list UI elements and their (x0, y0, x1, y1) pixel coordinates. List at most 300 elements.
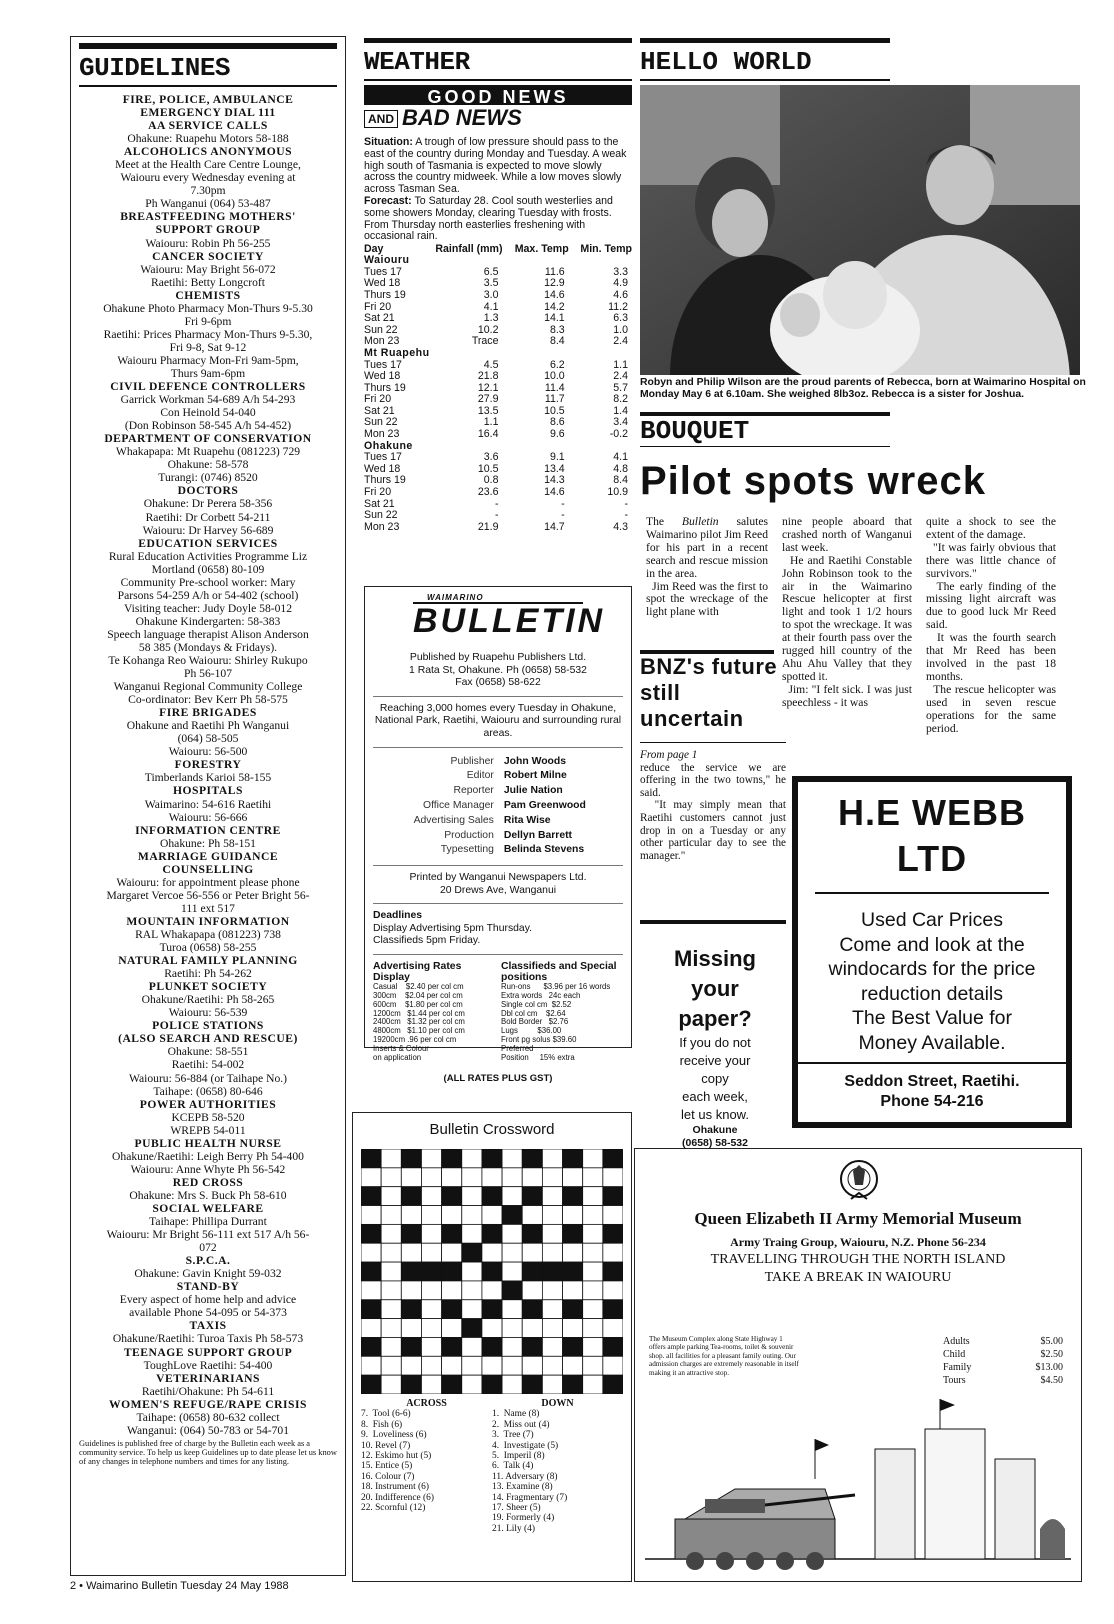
crossword-title: Bulletin Crossword (429, 1121, 555, 1138)
crossword-black-cell (522, 1375, 542, 1394)
crossword-cell[interactable] (462, 1187, 482, 1206)
crossword-cell[interactable] (462, 1375, 482, 1394)
crossword-cell[interactable] (381, 1243, 401, 1262)
crossword-cell[interactable] (401, 1319, 421, 1338)
crossword-cell[interactable] (361, 1243, 381, 1262)
classified-line: Bold Border $2.76 (501, 1017, 569, 1027)
crossword-cell[interactable] (421, 1206, 441, 1225)
and-label: AND (364, 110, 398, 128)
guideline-entry: Rural Education Activities Programme Liz (108, 549, 308, 563)
down-clue: 13. Examine (8) (492, 1482, 553, 1493)
guideline-entry: Ohakune/Raetihi: Ph 58-265 (141, 993, 275, 1007)
crossword-cell[interactable] (462, 1281, 482, 1300)
guideline-entry: Waiouru Pharmacy Mon-Fri 9am-5pm, (117, 353, 299, 367)
guideline-category: POWER AUTHORITIES (139, 1097, 277, 1111)
crossword-cell[interactable] (542, 1281, 562, 1300)
crossword-cell[interactable] (542, 1187, 562, 1206)
missing-body: copy (701, 1071, 729, 1086)
across-clues (361, 1409, 492, 1513)
crossword-cell[interactable] (583, 1356, 603, 1375)
crossword-black-cell (462, 1319, 482, 1338)
guideline-entry: Wanganui: (064) 50-783 or 54-701 (127, 1423, 289, 1437)
missing-body: each week, (682, 1089, 748, 1104)
crossword-cell[interactable] (502, 1262, 522, 1281)
crossword-black-cell (563, 1187, 583, 1206)
guideline-entry: Ohakune and Raetihi Ph Wanganui (126, 719, 290, 733)
weather-cell: - (624, 509, 628, 522)
crossword-cell[interactable] (542, 1224, 562, 1243)
crossword-black-cell (401, 1224, 421, 1243)
deadlines-heading: Deadlines (373, 910, 423, 922)
bulletin-masthead (364, 586, 632, 1084)
bouquet-title: BOUQUET (640, 416, 750, 446)
guideline-entry: Taihape: (0658) 80-646 (153, 1084, 263, 1098)
crossword-cell[interactable] (542, 1206, 562, 1225)
weather-cell: 3.4 (613, 416, 628, 429)
divider (815, 892, 1049, 894)
crossword-black-cell (603, 1337, 623, 1356)
guideline-entry: ToughLove Raetihi: 54-400 (143, 1358, 273, 1372)
down-clue: 5. Imperil (8) (492, 1451, 545, 1462)
crossword-cell[interactable] (381, 1319, 401, 1338)
crossword-cell[interactable] (421, 1281, 441, 1300)
crossword-cell[interactable] (401, 1168, 421, 1187)
weather-title: WEATHER (364, 47, 470, 77)
crossword-cell[interactable] (361, 1356, 381, 1375)
weather-cell: 4.1 (483, 300, 499, 313)
crossword-cell[interactable] (421, 1243, 441, 1262)
page-footer: 2 • Waimarino Bulletin Tuesday 24 May 1988 (70, 1580, 289, 1592)
guidelines-title: GUIDELINES (79, 53, 231, 83)
family-photo (640, 85, 1080, 375)
weather-cell: 13.4 (544, 462, 565, 475)
crossword-cell[interactable] (502, 1224, 522, 1243)
forecast-label: Forecast: (364, 194, 412, 207)
guideline-category: VETERINARIANS (156, 1371, 260, 1385)
crossword-panel (352, 1112, 632, 1582)
price-value: $5.00 (1040, 1336, 1063, 1347)
crossword-black-cell (563, 1300, 583, 1319)
weather-cell: 10.2 (477, 323, 499, 336)
crossword-cell[interactable] (502, 1243, 522, 1262)
crossword-cell[interactable] (583, 1149, 603, 1168)
guideline-entry: available Phone 54-095 or 54-373 (129, 1306, 287, 1320)
header-bar (640, 38, 890, 43)
crossword-cell[interactable] (361, 1281, 381, 1300)
guideline-category: CIVIL DEFENCE CONTROLLERS (110, 380, 306, 394)
crossword-cell[interactable] (563, 1168, 583, 1187)
crossword-cell[interactable] (442, 1206, 462, 1225)
crossword-cell[interactable] (401, 1356, 421, 1375)
crossword-cell[interactable] (361, 1319, 381, 1338)
crossword-cell[interactable] (542, 1319, 562, 1338)
crossword-cell[interactable] (522, 1319, 542, 1338)
crossword-cell[interactable] (542, 1337, 562, 1356)
story-column-1 (646, 516, 768, 619)
weather-cell: 8.4 (613, 474, 628, 487)
guideline-category: POLICE STATIONS (152, 1019, 264, 1033)
crossword-cell[interactable] (502, 1187, 522, 1206)
crossword-cell[interactable] (381, 1168, 401, 1187)
weather-cell: 6.2 (549, 358, 565, 371)
guideline-entry: Ph 56-107 (184, 667, 232, 681)
missing-line-1: Missing (674, 946, 756, 971)
crossword-cell[interactable] (442, 1356, 462, 1375)
crossword-cell[interactable] (502, 1168, 522, 1187)
weather-cell: 11.4 (544, 381, 565, 394)
crossword-cell[interactable] (462, 1206, 482, 1225)
museum-prices (943, 1335, 1063, 1387)
station-name: Ohakune (364, 439, 413, 452)
fax-line: Fax (0658) 58-622 (455, 677, 541, 689)
crossword-cell[interactable] (421, 1375, 441, 1394)
guideline-entry: Taihape: Phillipa Durrant (149, 1215, 267, 1229)
guideline-entry: Taihape: (0658) 80-632 collect (136, 1410, 280, 1424)
weather-cell: -0.2 (609, 428, 628, 441)
weather-cell: 21.8 (477, 370, 499, 383)
guideline-category: S.P.C.A. (185, 1254, 231, 1268)
crossword-cell[interactable] (583, 1224, 603, 1243)
crossword-black-cell (462, 1243, 482, 1262)
missing-body: let us know. (681, 1107, 749, 1122)
crossword-cell[interactable] (421, 1187, 441, 1206)
crossword-cell[interactable] (381, 1224, 401, 1243)
crossword-cell[interactable] (603, 1319, 623, 1338)
weather-cell: Wed 18 (364, 277, 401, 290)
crossword-cell[interactable] (421, 1149, 441, 1168)
crossword-cell[interactable] (603, 1281, 623, 1300)
guideline-category: RED CROSS (172, 1175, 244, 1189)
crossword-cell[interactable] (482, 1206, 502, 1225)
missing-paper-notice (640, 944, 790, 1149)
crossword-cell[interactable] (502, 1300, 522, 1319)
weather-cell: Wed 18 (364, 462, 401, 475)
weather-cell: 3.0 (483, 288, 499, 301)
weather-cell: 8.6 (549, 416, 565, 429)
museum-subtitle: Army Traing Group, Waiouru, N.Z. Phone 56-234 (730, 1235, 986, 1249)
story-text: salutes Waimarino pilot Jim Reed for his part in a recent search and rescue mission in the area. Jim Reed was the first to spot the wreckage of the light plane with (646, 515, 769, 619)
weather-cell: Sun 22 (364, 416, 398, 429)
crossword-cell[interactable] (482, 1356, 502, 1375)
guideline-entry: KCEPB 58-520 (171, 1110, 245, 1124)
crossword-cell[interactable] (502, 1356, 522, 1375)
classified-line: Front pg solus $39.60 (501, 1035, 577, 1045)
crossword-cell[interactable] (462, 1262, 482, 1281)
guideline-entry: Garrick Workman 54-689 A/h 54-293 (120, 393, 296, 407)
crossword-cell[interactable] (583, 1337, 603, 1356)
crossword-cell[interactable] (421, 1300, 441, 1319)
down-clue: 6. Talk (4) (492, 1461, 534, 1472)
crossword-cell[interactable] (482, 1281, 502, 1300)
crossword-black-cell (563, 1149, 583, 1168)
crossword-cell[interactable] (482, 1319, 502, 1338)
crossword-cell[interactable] (603, 1206, 623, 1225)
weather-cell: Thurs 19 (364, 381, 406, 394)
crossword-cell[interactable] (542, 1243, 562, 1262)
across-clue: 22. Scornful (12) (361, 1503, 426, 1514)
guideline-entry: Turoa (0658) 58-255 (159, 941, 257, 955)
address-line: 1 Rata St, Ohakune. Ph (0658) 58-532 (409, 664, 587, 676)
guideline-entry: 072 (199, 1241, 217, 1255)
crossword-cell[interactable] (442, 1243, 462, 1262)
guideline-category: PLUNKET SOCIETY (148, 980, 268, 994)
publisher-line: Published by Ruapehu Publishers Ltd. (409, 652, 587, 663)
across-clue: 20. Indifference (6) (361, 1492, 434, 1503)
crossword-cell[interactable] (583, 1319, 603, 1338)
rate-line: 300cm $2.04 per col cm (373, 990, 463, 1000)
crossword-cell[interactable] (522, 1206, 542, 1225)
crossword-cell[interactable] (583, 1281, 603, 1300)
crossword-cell[interactable] (401, 1206, 421, 1225)
weather-cell: Mon 23 (364, 335, 400, 348)
weather-cell: 27.9 (477, 393, 499, 406)
crossword-black-cell (442, 1337, 462, 1356)
guideline-entry: Parsons 54-259 A/h or 54-402 (school) (117, 588, 299, 602)
weather-cell: Tues 17 (364, 265, 402, 278)
guideline-entry: (Don Robinson 58-545 A/h 54-452) (124, 419, 292, 433)
crossword-cell[interactable] (502, 1149, 522, 1168)
crossword-cell[interactable] (522, 1243, 542, 1262)
crossword-cell[interactable] (542, 1356, 562, 1375)
weather-cell: Mon 23 (364, 428, 400, 441)
staff-role: Production (444, 829, 494, 841)
weather-cell: Thurs 19 (364, 288, 406, 301)
weather-cell: 14.6 (544, 486, 565, 499)
crossword-cell[interactable] (583, 1262, 603, 1281)
guideline-entry: Meet at the Health Care Centre Lounge, (115, 158, 301, 172)
crossword-cell[interactable] (563, 1281, 583, 1300)
price-label: Tours (943, 1375, 966, 1386)
crossword-cell[interactable] (442, 1281, 462, 1300)
crossword-cell[interactable] (502, 1337, 522, 1356)
crossword-cell[interactable] (542, 1168, 562, 1187)
crossword-cell[interactable] (421, 1168, 441, 1187)
classified-line: Lugs $36.00 (501, 1026, 562, 1036)
crossword-black-cell (442, 1300, 462, 1319)
crossword-cell[interactable] (603, 1168, 623, 1187)
staff-name: Pam Greenwood (503, 799, 586, 811)
weather-cell: 4.9 (613, 277, 628, 290)
crossword-cell[interactable] (381, 1281, 401, 1300)
crossword-cell[interactable] (583, 1300, 603, 1319)
guideline-entry: Waiouru: May Bright 56-072 (140, 262, 276, 276)
divider (373, 696, 623, 697)
crossword-black-cell (442, 1224, 462, 1243)
crossword-black-cell (401, 1149, 421, 1168)
webb-line: Come and look at the (839, 933, 1025, 956)
crossword-cell[interactable] (381, 1262, 401, 1281)
classified-line: Run-ons $3.96 per 16 words (501, 981, 611, 991)
crossword-cell[interactable] (502, 1375, 522, 1394)
crossword-black-cell (603, 1375, 623, 1394)
webb-line: windocards for the price (828, 958, 1036, 980)
crossword-cell[interactable] (361, 1168, 381, 1187)
guideline-entry: Ohakune: Ruapehu Motors 58-188 (127, 132, 289, 146)
crossword-cell[interactable] (522, 1168, 542, 1187)
weather-cell: 4.1 (613, 451, 628, 464)
price-value: $2.50 (1040, 1349, 1063, 1360)
crossword-cell[interactable] (522, 1356, 542, 1375)
crossword-black-cell (563, 1375, 583, 1394)
good-news-banner: GOOD NEWS (364, 85, 632, 105)
crossword-cell[interactable] (381, 1187, 401, 1206)
weather-cell: Fri 20 (364, 486, 392, 499)
staff-name: John Woods (503, 755, 567, 767)
crossword-cell[interactable] (583, 1206, 603, 1225)
crossword-cell[interactable] (542, 1149, 562, 1168)
crossword-cell[interactable] (421, 1356, 441, 1375)
crossword-cell[interactable] (381, 1206, 401, 1225)
crossword-cell[interactable] (401, 1281, 421, 1300)
crossword-cell[interactable] (421, 1224, 441, 1243)
story-column-2 (782, 516, 912, 710)
crossword-cell[interactable] (563, 1319, 583, 1338)
guideline-entry: Turangi: (0746) 8520 (158, 471, 258, 485)
guideline-entry: Waiouru every Wednesday evening at (120, 171, 296, 185)
guideline-entry: Timberlands Karioi 58-155 (144, 771, 272, 785)
crossword-black-cell (603, 1224, 623, 1243)
weather-cell: 11.6 (544, 265, 565, 278)
crossword-black-cell (361, 1187, 381, 1206)
across-clue: 8. Fish (6) (361, 1419, 403, 1430)
crossword-cell[interactable] (522, 1281, 542, 1300)
weather-cell: Trace (471, 335, 499, 348)
staff-name: Rita Wise (503, 814, 551, 826)
rate-line: 4800cm $1.10 per col cm (373, 1026, 465, 1036)
crossword-cell[interactable] (603, 1356, 623, 1375)
crossword-cell[interactable] (381, 1300, 401, 1319)
bnz-headline: BNZ's future still uncertain (640, 654, 778, 731)
good-news-bad-news-logo (364, 85, 632, 131)
gst-note: (ALL RATES PLUS GST) (443, 1072, 553, 1084)
crossword-cell[interactable] (542, 1375, 562, 1394)
guideline-entry: Ohakune/Raetihi: Leigh Berry Ph 54-400 (112, 1149, 304, 1163)
down-clue: 14. Fragmentary (7) (492, 1492, 568, 1503)
crossword-cell[interactable] (482, 1168, 502, 1187)
guideline-entry: Waiouru: for appointment please phone (116, 875, 300, 889)
museum-tagline-2: TAKE A BREAK IN WAIOURU (764, 1270, 952, 1285)
guideline-entry: Ohakune: 58-578 (167, 458, 249, 472)
story-text: nine people aboard that crashed north of Wanganui last week. He and Raetihi Constable John Robinson took to the air in the Waimarino Rescue helicopter at first light and took 1 1/2 hours to spot the wreckage. It was at their fourth pass over the rugged hill country of the Ahu Ahu Valley that they spotted it. Jim: "I felt sick. I was just speechless - it was (782, 515, 913, 709)
crossword-cell[interactable] (381, 1356, 401, 1375)
crossword-black-cell (361, 1149, 381, 1168)
classified-line: Dbl col cm $2.64 (501, 1008, 566, 1018)
crossword-cell[interactable] (361, 1206, 381, 1225)
crossword-cell[interactable] (462, 1300, 482, 1319)
crossword-cell[interactable] (583, 1375, 603, 1394)
crossword-cell[interactable] (502, 1319, 522, 1338)
crossword-black-cell (482, 1262, 502, 1281)
weather-cell: 14.3 (544, 474, 565, 487)
guideline-entry: WREPB 54-011 (170, 1123, 246, 1137)
guideline-category: COUNSELLING (162, 862, 254, 876)
crossword-cell[interactable] (583, 1187, 603, 1206)
guideline-entry: Waiouru: Robin Ph 56-255 (145, 236, 271, 250)
crossword-cell[interactable] (462, 1168, 482, 1187)
museum-blurb: The Museum Complex along State Highway 1 offers ample parking Tea-rooms, toilet & souvenir shop. all facilities for a pleasant family outing. Our admission charges are extremely reasonable in itself making it an attractive stop. (649, 1335, 799, 1377)
crossword-cell[interactable] (442, 1319, 462, 1338)
crossword-cell[interactable] (462, 1149, 482, 1168)
price-row (943, 1335, 1063, 1348)
weather-cell: 2.4 (613, 335, 628, 348)
weather-cell: - (561, 509, 565, 522)
crossword-black-cell (502, 1281, 522, 1300)
weather-header: Rainfall (mm) (435, 243, 503, 256)
guideline-entry: Margaret Vercoe 56-556 or Peter Bright 56- (106, 888, 310, 902)
guideline-category: EMERGENCY DIAL 111 (140, 106, 276, 120)
crossword-cell[interactable] (462, 1224, 482, 1243)
guideline-entry: Every aspect of home help and advice (119, 1293, 297, 1307)
guideline-entry: Speech language therapist Alison Anderson (107, 627, 309, 641)
crossword-cell[interactable] (542, 1300, 562, 1319)
weather-cell: 1.1 (483, 416, 499, 429)
crossword-cell[interactable] (583, 1243, 603, 1262)
guideline-category: FORESTRY (174, 758, 242, 772)
weather-cell: Thurs 19 (364, 474, 406, 487)
weather-cell: - (624, 497, 628, 510)
guidelines-footnote: Guidelines is published free of charge by the Bulletin each week as a community service. To help us keep Guidelines up to date please let us know of any changes in telephone numbers and times for any listing. (79, 1438, 337, 1467)
weather-cell: 8.3 (549, 323, 565, 336)
staff-row (375, 756, 621, 769)
guideline-category: HOSPITALS (172, 784, 243, 798)
crossword-cell[interactable] (563, 1206, 583, 1225)
price-label: Adults (943, 1336, 970, 1347)
museum-building-illustration (645, 1399, 1071, 1577)
classified-line: Extra words 24c each (501, 990, 581, 1000)
crossword-cell[interactable] (603, 1243, 623, 1262)
guideline-entry: Ph Wanganui (064) 53-487 (145, 197, 271, 211)
crossword-cell[interactable] (583, 1168, 603, 1187)
guideline-entry: Ohakune: Dr Perera 58-356 (143, 497, 273, 511)
staff-row (375, 830, 621, 843)
across-clue: 7. Tool (6-6) (361, 1409, 411, 1420)
photo-caption: Robyn and Philip Wilson are the proud parents of Rebecca, born at Waimarino Hospital on Monday May 6 at 6.10am. She weighed 8lb3oz. Rebecca is a sister for Joshua. (640, 377, 1086, 400)
webb-address: Seddon Street, Raetihi. (844, 1073, 1020, 1090)
crossword-cell[interactable] (421, 1319, 441, 1338)
crossword-cell[interactable] (563, 1356, 583, 1375)
crossword-grid[interactable] (361, 1149, 623, 1394)
weather-cell: - (494, 497, 499, 510)
guideline-entry: Raetihi: 54-002 (171, 1058, 245, 1072)
divider (79, 85, 337, 87)
printer-line: Printed by Wanganui Newspapers Ltd. (409, 872, 587, 884)
down-clues (492, 1409, 623, 1534)
staff-row (375, 844, 621, 857)
crossword-cell[interactable] (462, 1356, 482, 1375)
crossword-cell[interactable] (462, 1337, 482, 1356)
crossword-black-cell (361, 1224, 381, 1243)
crossword-cell[interactable] (401, 1243, 421, 1262)
crossword-cell[interactable] (381, 1337, 401, 1356)
crossword-black-cell (482, 1375, 502, 1394)
crossword-cell[interactable] (563, 1243, 583, 1262)
crossword-black-cell (482, 1187, 502, 1206)
crossword-cell[interactable] (381, 1375, 401, 1394)
crossword-cell[interactable] (482, 1243, 502, 1262)
webb-name: H.E WEBB (838, 792, 1026, 833)
forecast-text: To Saturday 28. Cool south westerlies and some showers Monday, clearing Tuesday with frosts. From Thursday north easterlies freshening with occasional rain. (364, 194, 613, 243)
crossword-cell[interactable] (381, 1149, 401, 1168)
hello-world-title: HELLO WORLD (640, 47, 812, 77)
weather-row (364, 371, 632, 383)
crossword-cell[interactable] (442, 1168, 462, 1187)
crossword-cell[interactable] (421, 1337, 441, 1356)
printer-address: 20 Drews Ave, Wanganui (439, 884, 557, 896)
guideline-entry: Waimarino: 54-616 Raetihi (144, 797, 272, 811)
header-bar (364, 38, 632, 43)
guideline-category: EDUCATION SERVICES (138, 536, 278, 550)
guideline-category: DEPARTMENT OF CONSERVATION (104, 432, 312, 446)
